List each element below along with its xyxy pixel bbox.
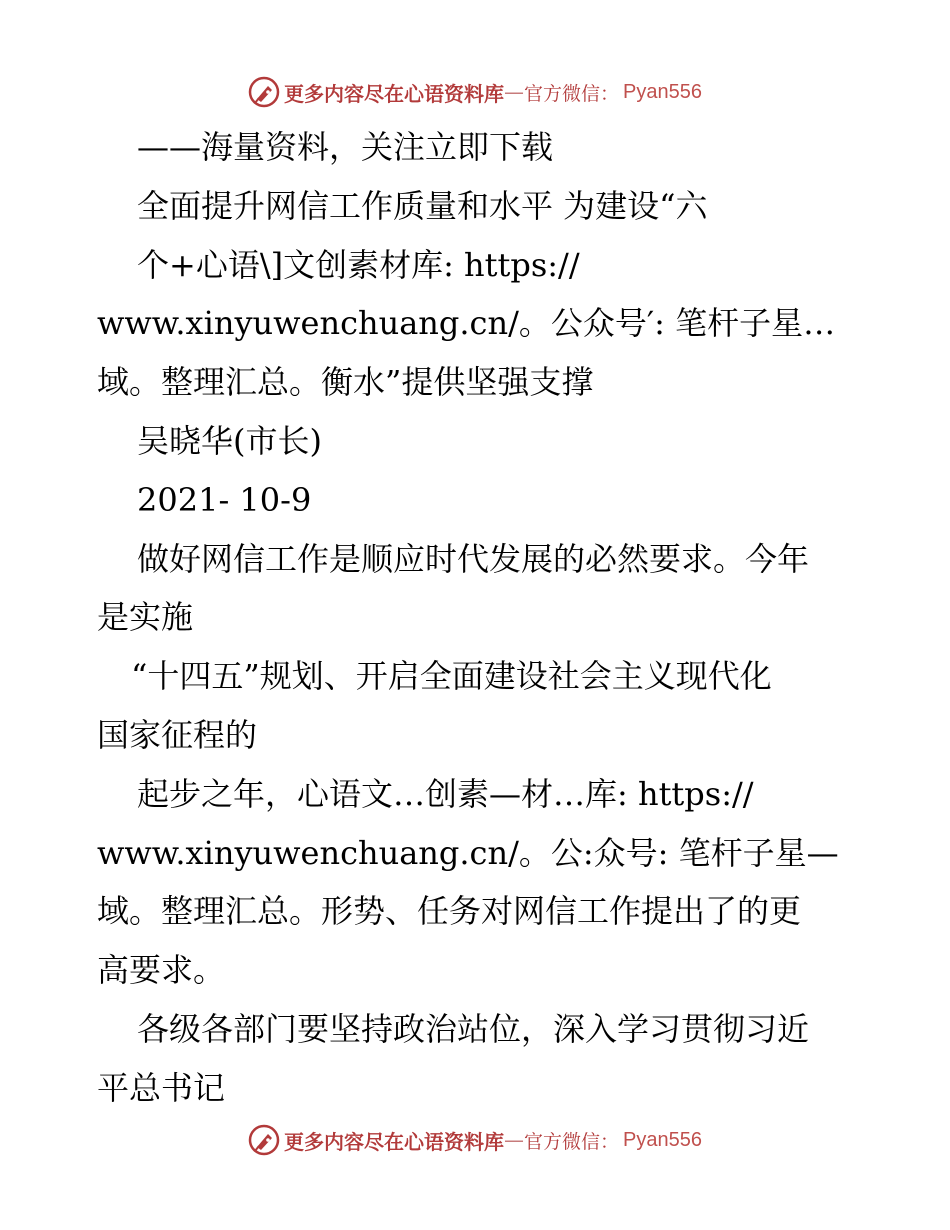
- banner-separator: —: [504, 80, 524, 104]
- body-line: ——海量资料，关注立即下载: [137, 128, 554, 166]
- banner-wechat-id: Pyan556: [623, 80, 702, 103]
- body-line: 平总书记: [97, 1068, 226, 1107]
- author-line: 吴晓华(市长): [137, 421, 322, 460]
- body-line: 各级各部门要坚持政治站位，深入学习贯彻习近: [137, 1009, 810, 1048]
- pen-nib-logo-icon: [248, 76, 280, 108]
- banner-brand-text: 更多内容尽在心语资料库: [284, 81, 504, 106]
- banner-wechat-id: Pyan556: [623, 1128, 702, 1151]
- body-line: 域。整理汇总。衡水”提供坚强支撑: [97, 363, 594, 402]
- document-body: [97, 118, 867, 1118]
- body-line: 是实施: [97, 598, 194, 637]
- body-line: 高要求。: [97, 951, 226, 990]
- banner-brand-text: 更多内容尽在心语资料库: [284, 1129, 504, 1154]
- header-banner: [0, 72, 950, 112]
- banner-wechat-label: 官方微信：: [524, 1130, 620, 1153]
- body-line: 个+心语\]文创素材库: https://: [137, 245, 580, 284]
- body-line: www.xinyuwenchuang.cn/。公众号′: 笔杆子星…: [97, 304, 836, 343]
- body-line: 起步之年，心语文…创素—材…库: https://: [137, 774, 754, 813]
- pen-nib-logo-icon: [248, 1124, 280, 1156]
- body-line: 全面提升网信工作质量和水平 为建设“六: [137, 186, 708, 225]
- body-line: 域。整理汇总。形势、任务对网信工作提出了的更: [97, 892, 802, 931]
- banner-separator: —: [504, 1128, 524, 1152]
- date-line: 2021- 10-9: [137, 480, 312, 519]
- body-line: 做好网信工作是顺应时代发展的必然要求。今年: [137, 539, 810, 578]
- body-line: 国家征程的: [97, 715, 258, 754]
- footer-banner: [0, 1120, 950, 1160]
- body-line: www.xinyuwenchuang.cn/。公:众号: 笔杆子星—: [97, 833, 839, 872]
- body-line: “十四五”规划、开启全面建设社会主义现代化: [131, 657, 772, 696]
- banner-wechat-label: 官方微信：: [524, 82, 620, 105]
